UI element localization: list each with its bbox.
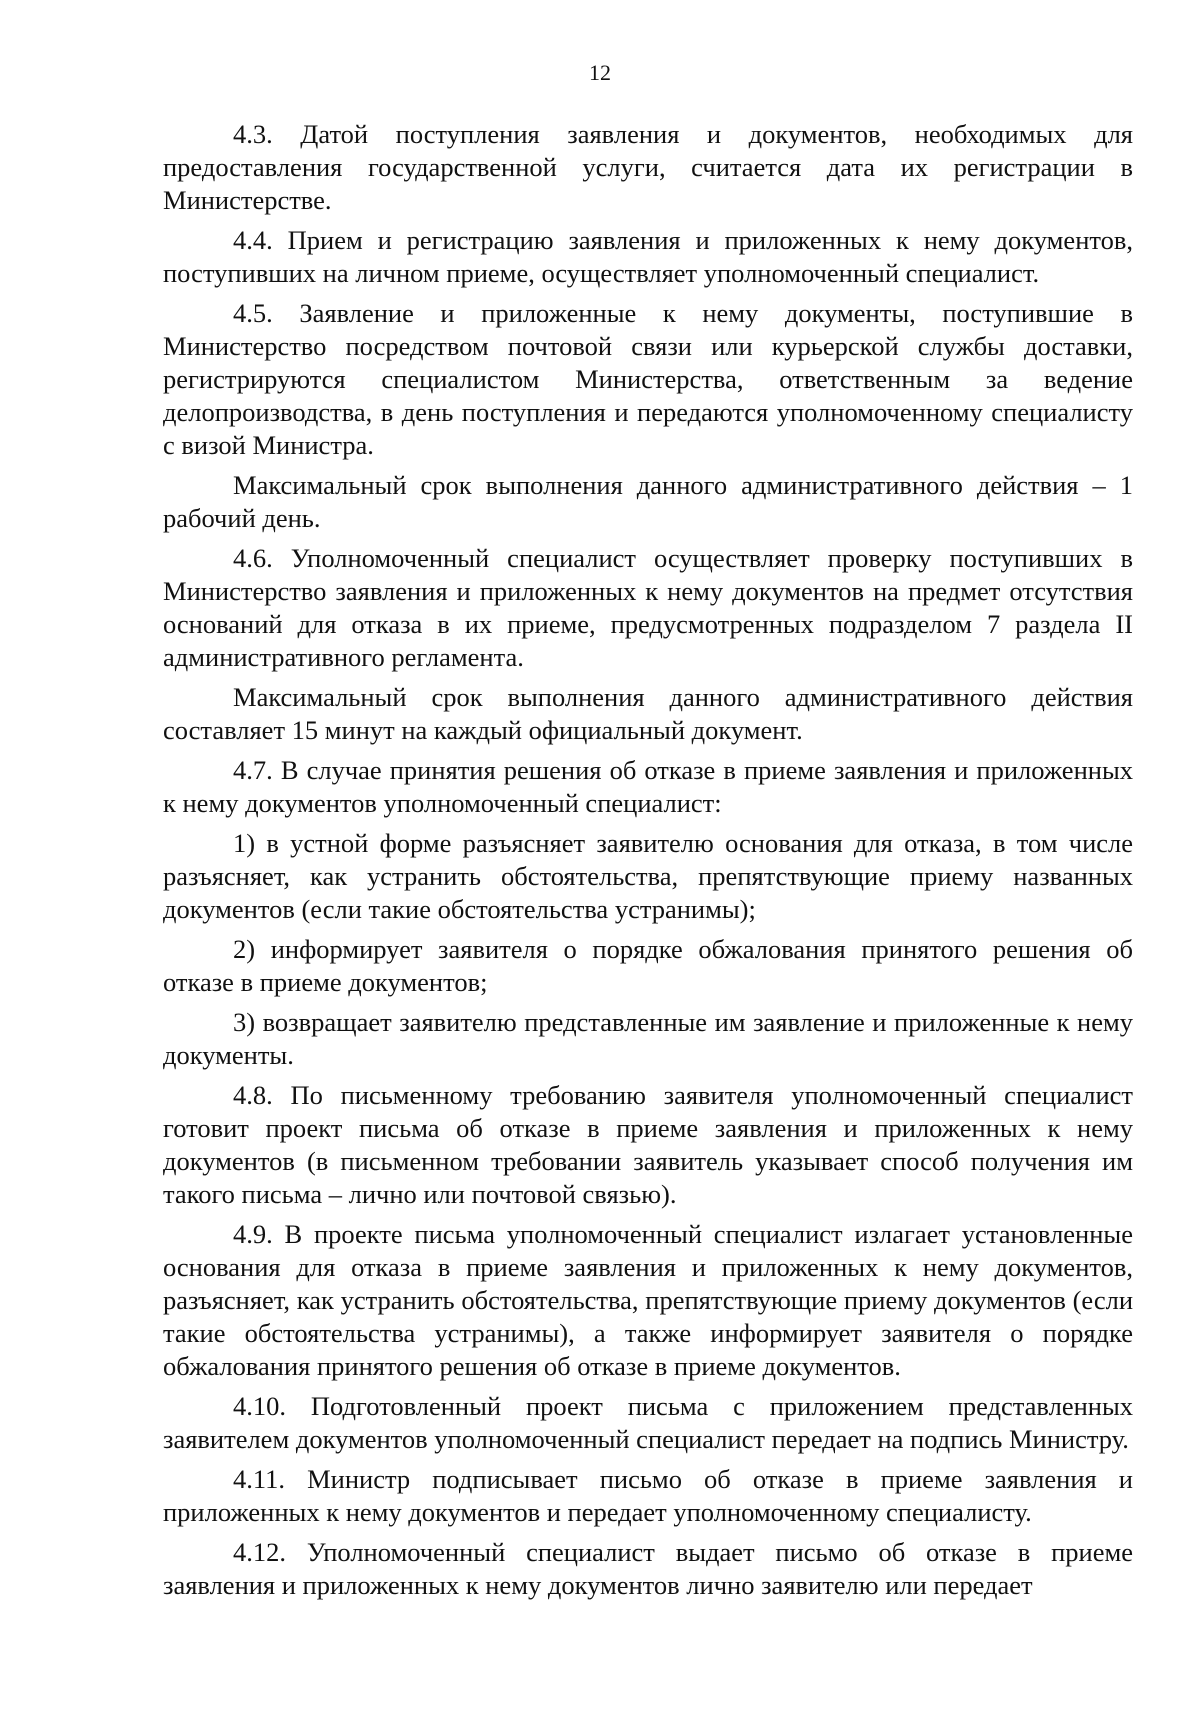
paragraph-4-6: 4.6. Уполномоченный специалист осуществляет проверку поступивших в Министерство заявления и приложенных к нему документов на предмет отсутствия оснований для отказа в их приеме, предусмотренных подразделом 7 раздела II административного регламента. (163, 543, 1133, 672)
paragraph-4-4: 4.4. Прием и регистрацию заявления и приложенных к нему документов, поступивших на личном приеме, осуществляет уполномоченный специалист. (163, 225, 1133, 288)
paragraph-4-3: 4.3. Датой поступления заявления и документов, необходимых для предоставления государственной услуги, считается дата их регистрации в Министерстве. (163, 119, 1133, 215)
paragraph-4-10: 4.10. Подготовленный проект письма с приложением представленных заявителем документов уполномоченный специалист передает на подпись Министру. (163, 1391, 1133, 1454)
paragraph-4-7-item-3: 3) возвращает заявителю представленные им заявление и приложенные к нему документы. (163, 1007, 1133, 1070)
paragraph-4-7-item-2: 2) информирует заявителя о порядке обжалования принятого решения об отказе в приеме документов; (163, 934, 1133, 997)
paragraph-4-6-deadline: Максимальный срок выполнения данного административного действия составляет 15 минут на каждый официальный документ. (163, 682, 1133, 745)
document-body (163, 118, 1133, 1609)
paragraph-4-12: 4.12. Уполномоченный специалист выдает письмо об отказе в приеме заявления и приложенных к нему документов лично заявителю или передает (163, 1537, 1133, 1600)
paragraph-4-11: 4.11. Министр подписывает письмо об отказе в приеме заявления и приложенных к нему документов и передает уполномоченному специалисту. (163, 1464, 1133, 1527)
page-number: 12 (589, 60, 611, 85)
paragraph-4-7-item-1: 1) в устной форме разъясняет заявителю основания для отказа, в том числе разъясняет, как устранить обстоятельства, препятствующие приему названных документов (если такие обстоятельства устранимы); (163, 828, 1133, 924)
paragraph-4-5-deadline: Максимальный срок выполнения данного административного действия – 1 рабочий день. (163, 470, 1133, 533)
paragraph-4-5: 4.5. Заявление и приложенные к нему документы, поступившие в Министерство посредством почтовой связи или курьерской службы доставки, регистрируются специалистом Министерства, ответственным за ведение делопроизводства, в день поступления и передаются уполномоченному специалисту с визой Министра. (163, 298, 1133, 460)
paragraph-4-9: 4.9. В проекте письма уполномоченный специалист излагает установленные основания для отказа в приеме заявления и приложенных к нему документов, разъясняет, как устранить обстоятельства, препятствующие приему документов (если такие обстоятельства устранимы), а также информирует заявителя о порядке обжалования принятого решения об отказе в приеме документов. (163, 1219, 1133, 1381)
paragraph-4-8: 4.8. По письменному требованию заявителя уполномоченный специалист готовит проект письма об отказе в приеме заявления и приложенных к нему документов (в письменном требовании заявитель указывает способ получения им такого письма – лично или почтовой связью). (163, 1080, 1133, 1209)
paragraph-4-7: 4.7. В случае принятия решения об отказе в приеме заявления и приложенных к нему документов уполномоченный специалист: (163, 755, 1133, 818)
